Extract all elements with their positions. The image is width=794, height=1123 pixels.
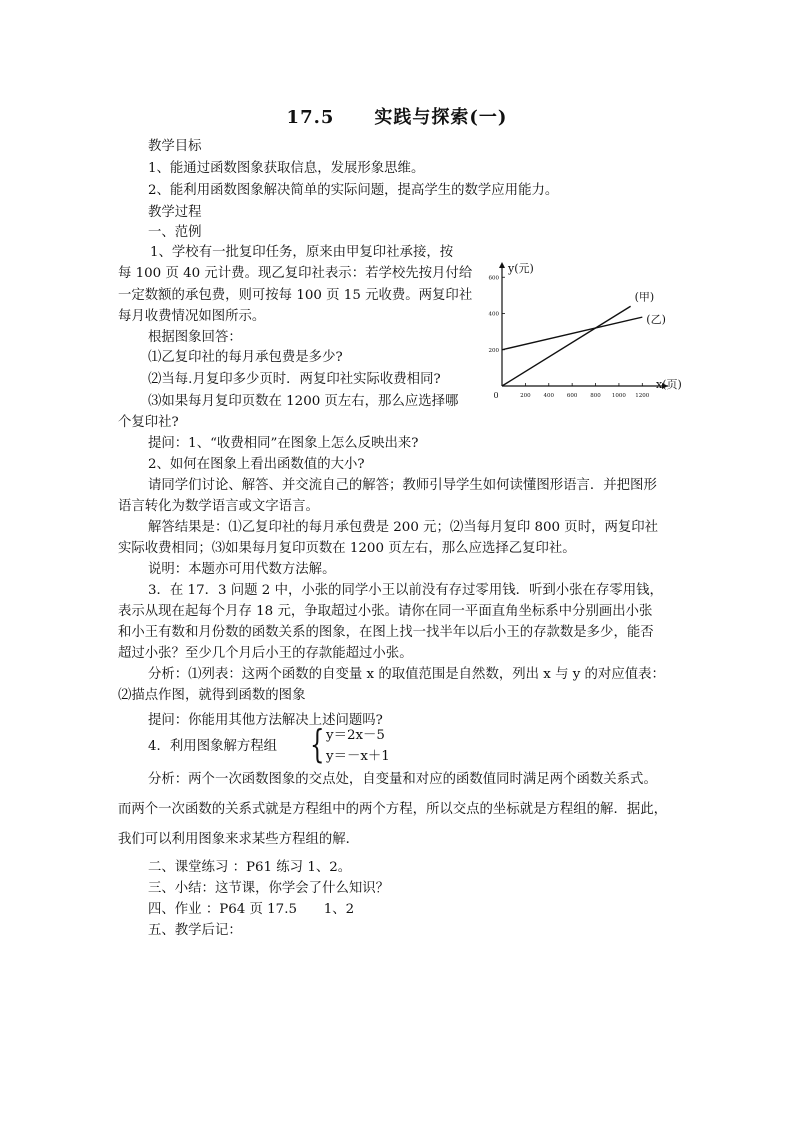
section-number: 17.5 [286,107,335,128]
example-3-line-3: 和小王有数和月份数的函数关系的图象，在图上找一找半年以后小王的存款数是多少，能否 [118,625,654,640]
discussion-line-2: 语言转化为数学语言或文字语言。 [118,499,319,514]
heading-teaching-process: 教学过程 [148,205,202,220]
goal-2: 2、能利用函数图象解决简单的实际问题，提高学生的数学应用能力。 [148,183,559,198]
heading-teaching-goals: 教学目标 [148,139,202,154]
question-1: ⑴乙复印社的每月承包费是多少? [148,350,343,365]
example-4: 4．利用图象解方程组 [148,739,278,754]
example-1-line-1: 1、学校有一批复印任务，原来由甲复印社承接，按 [150,245,454,260]
y-tick-label: 600 [488,275,499,282]
x-tick-label: 400 [543,393,555,399]
section-example: 一、范例 [148,225,202,240]
question-3-cont: 个复印社? [118,415,179,430]
example-1-line-3: 一定数额的承包费，则可按每 100 页 15 元收费。两复印社 [118,288,473,303]
section-practice: 二、课堂练习 ：P61 练习 1、2。 [148,860,352,875]
question-2: ⑵当每.月复印多少页时．两复印社实际收费相同? [148,372,441,387]
example-1-line-4: 每月收费情况如图所示。 [118,309,266,324]
answer-line-1: 解答结果是：⑴乙复印社的每月承包费是 200 元；⑵当每月复印 800 页时，两复印社 [148,520,659,535]
y-tick-label: 200 [488,347,499,354]
example-3-line-2: 表示从现在起每个月存 18 元，争取超过小张。请你在同一平面直角坐标系中分别画出小张 [118,604,653,619]
section-reflection: 五、教学后记： [148,923,242,938]
example-1-line-2: 每 100 页 40 元计费。现乙复印社表示：若学校先按月付给 [118,266,473,281]
section-homework: 四、作业 ：P64 页 17.5 1、2 [148,902,355,917]
y-axis-arrow [499,262,505,268]
note: 说明：本题亦可用代数方法解。 [148,562,336,577]
analysis-line-1: 分析：⑴列表：这两个函数的自变量 x 的取值范围是自然数，列出 x 与 y 的对应值表： [148,667,665,682]
analysis-4-line-1: 分析：两个一次函数图象的交点处，自变量和对应的函数值同时满足两个函数关系式。 [148,772,657,787]
analysis-line-2: ⑵描点作图，就得到函数的图象 [118,688,306,703]
equation-2: y＝－x＋1 [326,749,390,764]
example-3-line-1: 3．在 17．3 问题 2 中，小张的同学小王以前没有存过零用钱．听到小张在存零用钱， [148,583,663,598]
hint-1: 提问：1、“收费相同”在图象上怎么反映出来? [148,436,419,451]
equation-brace: { [310,722,325,766]
x-tick-label: 1200 [635,393,650,399]
cost-chart [478,258,682,408]
origin-label: 0 [493,391,499,400]
analysis-4-line-2: 而两个一次函数的关系式就是方程组中的两个方程，所以交点的坐标就是方程组的解．据此， [118,802,668,817]
question-3: ⑶如果每月复印页数在 1200 页左右，那么应选择哪 [148,394,459,409]
x-tick-label: 800 [590,393,601,399]
y-axis-label: y(元) [508,262,534,275]
x-tick-label: 200 [520,393,531,399]
goal-1: 1、能通过函数图象获取信息，发展形象思维。 [148,161,425,176]
section-title: 实践与探索(一) [374,107,508,128]
question-other-method: 提问：你能用其他方法解决上述问题吗? [148,713,383,728]
equation-1: y＝2x－5 [326,728,385,743]
discussion-line-1: 请同学们讨论、解答、并交流自己的解答；教师引导学生如何读懂图形语言．并把图形 [148,478,657,493]
answer-prompt: 根据图象回答： [148,330,242,345]
answer-line-2: 实际收费相同；⑶如果每月复印页数在 1200 页左右，那么应选择乙复印社。 [118,541,576,556]
section-summary: 三、小结：这节课，你学会了什么知识？ [148,881,390,896]
x-axis-label: x(页) [656,378,682,391]
series-line [502,317,642,350]
series-line [502,306,631,386]
hint-2: 2、如何在图象上看出函数值的大小? [148,457,365,472]
series-label: (甲) [634,290,655,304]
page-title [0,103,794,129]
x-tick-label: 1000 [611,393,626,399]
x-tick-label: 600 [566,393,578,399]
series-label: (乙) [646,313,666,327]
y-tick-label: 400 [488,311,499,318]
example-3-line-4: 超过小张？至少几个月后小王的存款能超过小张。 [118,646,413,661]
analysis-4-line-3: 我们可以利用图象来求某些方程组的解． [118,832,360,847]
